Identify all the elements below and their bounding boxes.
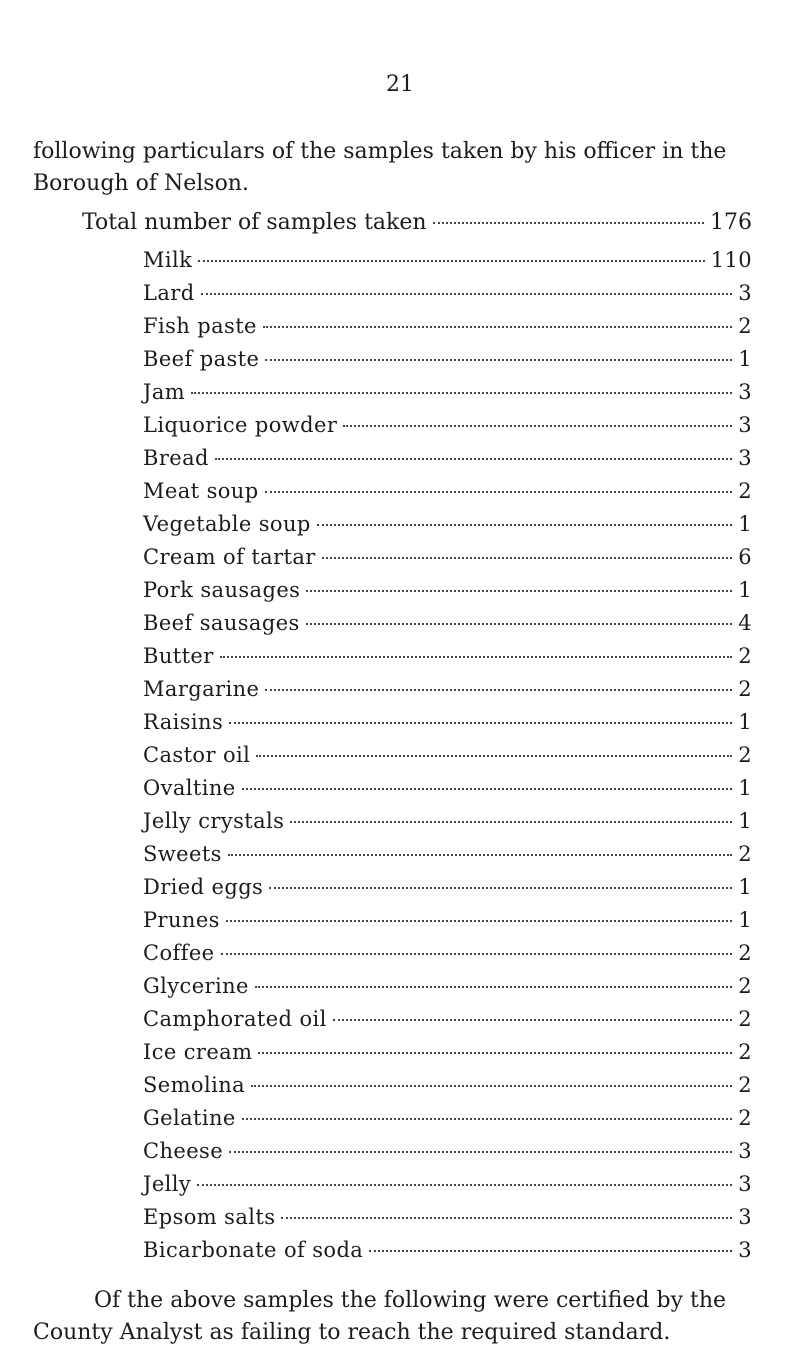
- sample-row: [143, 1172, 752, 1205]
- sample-count: 1: [738, 809, 752, 833]
- sample-label: Fish paste: [143, 314, 257, 338]
- sample-count: 110: [710, 248, 752, 272]
- sample-label: Cream of tartar: [143, 545, 316, 569]
- sample-row: [143, 314, 752, 347]
- sample-row: [143, 875, 752, 908]
- leader-dots: [265, 359, 732, 361]
- sample-count: 1: [738, 776, 752, 800]
- sample-count: 4: [738, 611, 752, 635]
- sample-count: 2: [738, 479, 752, 503]
- sample-label: Semolina: [143, 1073, 246, 1097]
- leader-dots: [281, 1217, 732, 1219]
- sample-label: Epsom salts: [143, 1205, 276, 1229]
- sample-row: [143, 776, 752, 809]
- sample-label: Lard: [143, 281, 195, 305]
- sample-label: Milk: [143, 248, 193, 272]
- sample-label: Beef paste: [143, 347, 260, 371]
- leader-dots: [242, 788, 732, 790]
- sample-label: Sweets: [143, 842, 222, 866]
- sample-row: [143, 1106, 752, 1139]
- sample-row: [143, 1073, 752, 1106]
- sample-count: 3: [738, 446, 752, 470]
- sample-label: Bread: [143, 446, 209, 470]
- sample-count: 2: [738, 314, 752, 338]
- sample-row: [143, 1007, 752, 1040]
- leader-dots: [215, 458, 732, 460]
- sample-row: [143, 1040, 752, 1073]
- sample-label: Ovaltine: [143, 776, 236, 800]
- sample-label: Bicarbonate of soda: [143, 1238, 364, 1262]
- sample-count: 2: [738, 1073, 752, 1097]
- leader-dots: [269, 887, 732, 889]
- sample-row: [143, 842, 752, 875]
- sample-label: Jelly crystals: [143, 809, 285, 833]
- sample-row: [143, 281, 752, 314]
- sample-count: 1: [738, 875, 752, 899]
- sample-count: 3: [738, 1238, 752, 1262]
- leader-dots: [306, 623, 732, 625]
- leader-dots: [226, 920, 732, 922]
- sample-row: [143, 413, 752, 446]
- sample-count: 3: [738, 380, 752, 404]
- sample-count: 2: [738, 1106, 752, 1130]
- sample-label: Dried eggs: [143, 875, 264, 899]
- sample-label: Liquorice powder: [143, 413, 338, 437]
- sample-count: 1: [738, 710, 752, 734]
- sample-label: Butter: [143, 644, 214, 668]
- sample-count: 2: [738, 644, 752, 668]
- sample-label: Glycerine: [143, 974, 249, 998]
- leader-dots: [433, 222, 704, 224]
- sample-row: [143, 512, 752, 545]
- sample-count: 1: [738, 347, 752, 371]
- total-samples-row: [82, 210, 752, 242]
- total-samples-value: 176: [710, 210, 752, 235]
- sample-row: [143, 644, 752, 677]
- sample-row: [143, 809, 752, 842]
- sample-count: 1: [738, 578, 752, 602]
- leader-dots: [229, 1151, 732, 1153]
- total-samples-label: Total number of samples taken: [82, 210, 427, 235]
- leader-dots: [290, 821, 732, 823]
- leader-dots: [343, 425, 732, 427]
- sample-label: Raisins: [143, 710, 224, 734]
- sample-count: 6: [738, 545, 752, 569]
- sample-row: [143, 479, 752, 512]
- sample-count: 2: [738, 974, 752, 998]
- leader-dots: [265, 491, 732, 493]
- sample-count: 2: [738, 743, 752, 767]
- leader-dots: [256, 755, 732, 757]
- page-number: 21: [386, 72, 414, 97]
- sample-row: [143, 1205, 752, 1238]
- sample-count: 2: [738, 677, 752, 701]
- leader-dots: [198, 260, 704, 262]
- leader-dots: [322, 557, 732, 559]
- leader-dots: [197, 1184, 732, 1186]
- sample-count: 3: [738, 1139, 752, 1163]
- leader-dots: [229, 722, 732, 724]
- leader-dots: [258, 1052, 732, 1054]
- sample-row: [143, 677, 752, 710]
- sample-row: [143, 611, 752, 644]
- sample-label: Gelatine: [143, 1106, 236, 1130]
- sample-count: 2: [738, 941, 752, 965]
- sample-label: Meat soup: [143, 479, 259, 503]
- leader-dots: [201, 293, 732, 295]
- sample-row: [143, 248, 752, 281]
- leader-dots: [369, 1250, 732, 1252]
- sample-label: Beef sausages: [143, 611, 300, 635]
- sample-label: Camphorated oil: [143, 1007, 327, 1031]
- sample-row: [143, 545, 752, 578]
- sample-count: 3: [738, 281, 752, 305]
- sample-row: [143, 941, 752, 974]
- sample-row: [143, 1238, 752, 1271]
- leader-dots: [191, 392, 732, 394]
- sample-count: 2: [738, 1040, 752, 1064]
- sample-label: Cheese: [143, 1139, 224, 1163]
- sample-count: 3: [738, 1205, 752, 1229]
- leader-dots: [263, 326, 732, 328]
- sample-count: 2: [738, 842, 752, 866]
- leader-dots: [317, 524, 732, 526]
- sample-list: [143, 248, 752, 1271]
- sample-row: [143, 710, 752, 743]
- sample-row: [143, 347, 752, 380]
- leader-dots: [220, 656, 732, 658]
- sample-label: Ice cream: [143, 1040, 253, 1064]
- sample-count: 3: [738, 413, 752, 437]
- sample-count: 1: [738, 908, 752, 932]
- sample-label: Jelly: [143, 1172, 192, 1196]
- leader-dots: [265, 689, 732, 691]
- sample-row: [143, 1139, 752, 1172]
- sample-row: [143, 578, 752, 611]
- leader-dots: [251, 1085, 732, 1087]
- sample-label: Castor oil: [143, 743, 251, 767]
- sample-row: [143, 974, 752, 1007]
- sample-label: Coffee: [143, 941, 215, 965]
- sample-count: 2: [738, 1007, 752, 1031]
- leader-dots: [333, 1019, 732, 1021]
- sample-row: [143, 908, 752, 941]
- sample-row: [143, 380, 752, 413]
- leader-dots: [255, 986, 732, 988]
- leader-dots: [242, 1118, 732, 1120]
- conclusion-paragraph: Of the above samples the following were certified by the County Analyst as failing to reach the required standard.: [33, 1288, 727, 1345]
- sample-label: Margarine: [143, 677, 260, 701]
- leader-dots: [228, 854, 732, 856]
- sample-count: 1: [738, 512, 752, 536]
- sample-row: [143, 743, 752, 776]
- leader-dots: [306, 590, 732, 592]
- sample-label: Vegetable soup: [143, 512, 311, 536]
- sample-label: Jam: [143, 380, 186, 404]
- sample-label: Prunes: [143, 908, 220, 932]
- sample-count: 3: [738, 1172, 752, 1196]
- leader-dots: [221, 953, 732, 955]
- sample-label: Pork sausages: [143, 578, 301, 602]
- intro-paragraph: following particulars of the samples taken by his officer in the Borough of Nelson.: [33, 139, 727, 196]
- sample-row: [143, 446, 752, 479]
